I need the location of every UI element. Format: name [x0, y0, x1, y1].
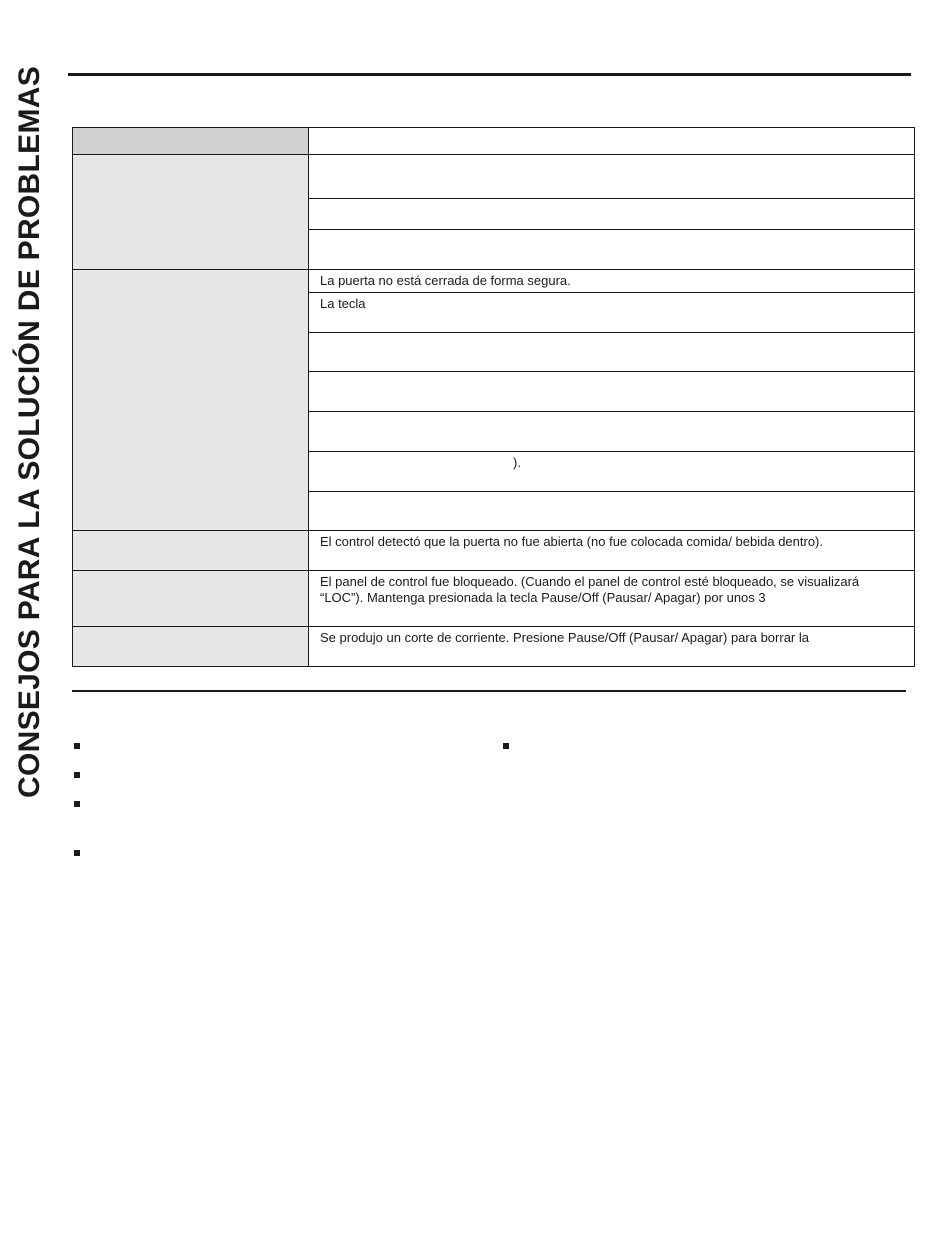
header-rule	[68, 73, 911, 76]
problem-cell	[73, 270, 308, 531]
cause-cell	[309, 492, 914, 531]
bullet-icon	[74, 801, 80, 807]
problem-cell	[73, 155, 308, 270]
cause-cell: La tecla	[309, 293, 914, 333]
cause-fragment: ).	[513, 455, 521, 470]
cause-cell: El control detectó que la puerta no fue abierta (no fue colocada comida/ bebida dentro).	[309, 531, 914, 571]
bullet-icon	[503, 743, 509, 749]
cause-cell	[309, 333, 914, 372]
cause-cell	[309, 412, 914, 452]
cause-cell	[309, 372, 914, 412]
problem-header-cell	[73, 128, 308, 155]
problem-cell	[73, 571, 308, 627]
problem-cell	[73, 627, 308, 666]
cause-cell	[309, 230, 914, 270]
bullet-icon	[74, 743, 80, 749]
bullet-icon	[74, 850, 80, 856]
cause-cell: La puerta no está cerrada de forma segura.	[309, 270, 914, 293]
cause-cell: Se produjo un corte de corriente. Presione Pause/Off (Pausar/ Apagar) para borrar la	[320, 630, 809, 645]
section-divider	[72, 690, 906, 692]
cause-cell	[309, 155, 914, 199]
problem-cell	[73, 531, 308, 571]
problem-column	[73, 128, 309, 666]
cause-header-cell	[309, 128, 914, 155]
section-title: CONSEJOS PARA LA SOLUCIÓN DE PROBLEMAS	[13, 66, 46, 799]
cause-cell: El panel de control fue bloqueado. (Cuando el panel de control esté bloqueado, se visualizará “LOC”). Mantenga presionada la tecla Pause/Off (Pausar/ Apagar) por unos 3	[309, 571, 914, 627]
bullet-icon	[74, 772, 80, 778]
cause-column	[309, 128, 914, 666]
cause-cell	[309, 199, 914, 230]
troubleshooting-table	[72, 127, 915, 667]
cause-cell	[309, 452, 914, 492]
